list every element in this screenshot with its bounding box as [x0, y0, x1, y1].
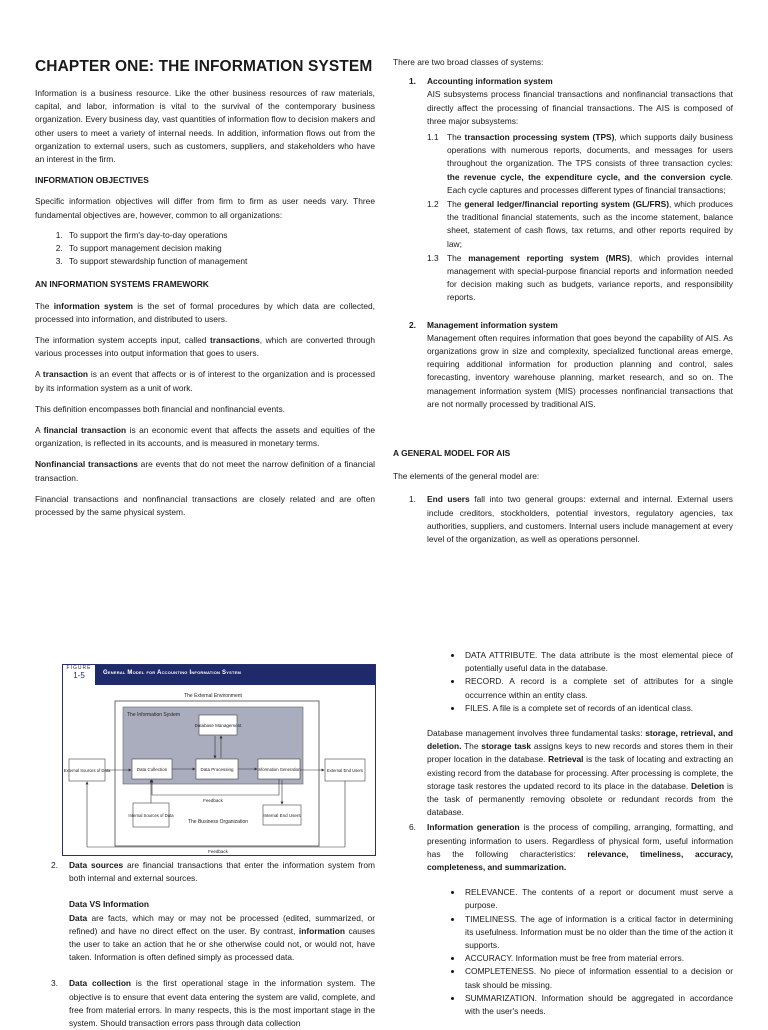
business-organization-label: The Business Organization: [187, 819, 249, 825]
internal-sources-label: Internal Sources of Data: [128, 813, 174, 818]
intro-paragraph: Information is a business resource. Like the other business resources of raw materials, capital, and labor, information is vital to the survival of the contemporary business organization. Every business day, vast quantities of information flow to decision makers and other users to meet a variety of internal needs. In addition, information flows out from the organization to external users, such as customers, suppliers, and stakeholders who have an interest in the firm.: [35, 88, 375, 165]
list-item: 2. To support management decision making: [65, 242, 375, 255]
subsystem-glfrs: 1.2 The general ledger/financial reporting system (GL/FRS), which produces the traditional financial statements, such as the income statement, balance sheet, statement of cash flows, tax returns, and other reports required by law;: [427, 199, 733, 249]
list-item: • RECORD. A record is a complete set of attributes for a single occurrence within an entity class.: [463, 675, 733, 701]
data-processing-label: Data Processing: [200, 767, 234, 772]
external-environment-label: The External Environment: [184, 693, 242, 699]
objectives-intro: Specific information objectives will differ from firm to firm as user needs vary. Three fundamental objectives are, however, common to all organizations:: [35, 196, 375, 220]
chapter-title: CHAPTER ONE: THE INFORMATION SYSTEM: [35, 58, 373, 75]
paragraph: Nonfinancial transactions are events that do not meet the narrow definition of a financial transaction.: [35, 459, 375, 483]
figure-diagram: [63, 685, 375, 855]
paragraph: The information system is the set of formal procedures by which data are collected, processed into information, and distributed to users.: [35, 300, 375, 324]
bottom-right-column: [393, 649, 733, 1030]
framework-heading: AN INFORMATION SYSTEMS FRAMEWORK: [35, 279, 209, 290]
external-end-users-label: External End Users: [326, 768, 364, 773]
classes-intro: There are two broad classes of systems:: [393, 57, 544, 67]
objectives-heading: INFORMATION OBJECTIVES: [35, 175, 149, 186]
database-management-label: Database Management: [194, 723, 242, 728]
list-item: • FILES. A file is a complete set of records of an identical class.: [463, 702, 733, 715]
general-model-intro: The elements of the general model are:: [393, 471, 540, 482]
information-generation-label: Information Generation: [257, 767, 301, 772]
information-generation-item: 6. Information generation is the process of compiling, arranging, formatting, and presenting information to users. Regardless of physical form, useful information has the following characteristics: relevance, timeliness, accuracy, completeness, and summarization.: [409, 822, 733, 873]
data-collection-label: Data Collection: [136, 767, 168, 772]
paragraph: The information system accepts input, called transactions, which are converted through various processes into output information that goes to users.: [35, 335, 375, 359]
list-item: • DATA ATTRIBUTE. The data attribute is the most elemental piece of potentially useful data in the database.: [463, 649, 733, 675]
list-item: • ACCURACY. Information must be free from material errors.: [463, 952, 733, 965]
data-vs-information: Data VS Information Data are facts, which may or may not be processed (edited, summarized, or refined) and have no direct effect on the user. By contrast, information causes the user to take an action that he or she otherwise could not, or would not, have taken. Information is often defined simply as processed data.: [69, 899, 375, 963]
external-sources-label: External Sources of Data: [63, 768, 111, 773]
list-item: 3. To support stewardship function of management: [65, 255, 375, 268]
subsystem-mrs: 1.3 The management reporting system (MRS), which provides internal management with special-purpose financial reports and information needed for decision making such as budgets, variance reports, and responsibility reports.: [427, 252, 734, 303]
list-item: • SUMMARIZATION. Information should be aggregated in accordance with the user's needs.: [463, 992, 733, 1018]
list-item: • COMPLETENESS. No piece of information essential to a decision or task should be missing.: [463, 965, 733, 991]
ais-item: 1. Accounting information system AIS subsystems process financial transactions and nonfinancial transactions that directly affect the processing of financial transactions. The AIS is composed of three major subsystems:: [409, 76, 733, 126]
data-sources-item: 2. Data sources are financial transactions that enter the information system from both internal and external sources.: [51, 860, 375, 884]
subsystem-tps: 1.1 The transaction processing system (TPS), which supports daily business operations with numerous reports, documents, and messages for users throughout the organization. The TPS consists of three transaction cycles: the revenue cycle, the expenditure cycle, and the conversion cycle. Each cycle captures and processes different types of financial transactions;: [427, 132, 733, 195]
feedback-label: Feedback: [203, 798, 223, 803]
mis-item: 2. Management information system Management often requires information that goes beyond the capability of AIS. As organizations grow in size and complexity, specialized functional areas emerge, requiring additional information for production planning and control, sales forecasting, inventory warehouse planning, market research, and so on. The management information system (MIS) processes nonfinancial transactions that are not normally processed by traditional AIS.: [409, 319, 733, 409]
objectives-list: [35, 229, 375, 269]
paragraph: This definition encompasses both financial and nonfinancial events.: [35, 403, 286, 414]
paragraph: Financial transactions and nonfinancial transactions are closely related and are often processed by the same physical system.: [35, 493, 375, 518]
figure-title: General Model for Accounting Information System: [103, 670, 241, 676]
list-item: • TIMELINESS. The age of information is a critical factor in determining its usefulness. Information must be no older than the time of the action it supports.: [463, 913, 733, 953]
general-model-heading: A GENERAL MODEL FOR AIS: [393, 448, 511, 459]
paragraph: A transaction is an event that affects or is of interest to the organization and is processed by its information system as a unit of work.: [35, 369, 375, 393]
left-column: [35, 58, 375, 527]
database-management-paragraph: Database management involves three fundamental tasks: storage, retrieval, and deletion. The storage task assigns keys to new records and stores them in their proper location in the database. Retrieval is the task of locating and extracting an existing record from the database for processing. After processing is complete, the storage task restores the updated record to its place in the database. Deletion is the task of permanently removing obsolete or redundant records from the database.: [427, 728, 733, 818]
ais-model-figure: [62, 664, 376, 856]
list-item: • RELEVANCE. The contents of a report or document must serve a purpose.: [463, 886, 733, 912]
internal-end-users-label: Internal End Users: [263, 813, 301, 818]
list-item: 1. To support the firm's day-to-day operations: [65, 229, 375, 242]
information-system-label: The Information System: [127, 712, 181, 718]
feedback-label: Feedback: [208, 849, 228, 854]
figure-label: FIGURE 1-5: [63, 665, 95, 685]
right-column: [393, 56, 733, 546]
data-collection-item: 3. Data collection is the first operational stage in the information system. The objective is to ensure that event data entering the system are valid, complete, and free from material errors. In many respects, this is the most important stage in the system. Should transaction errors pass through data collection: [51, 978, 375, 1029]
bottom-left-column: [35, 859, 375, 1030]
paragraph: A financial transaction is an economic event that affects the assets and equities of the organization, is reflected in its accounts, and is measured in monetary terms.: [35, 425, 376, 449]
figure-header: [63, 665, 375, 685]
end-users-item: 1. End users fall into two general groups: external and internal. External users include creditors, stockholders, potential investors, regulatory agencies, tax authorities, suppliers, and customers. Internal users include management at every level of the organization, as well as operations personnel.: [409, 494, 733, 545]
information-characteristics-list: [393, 886, 733, 1018]
database-elements-list: [393, 649, 733, 715]
